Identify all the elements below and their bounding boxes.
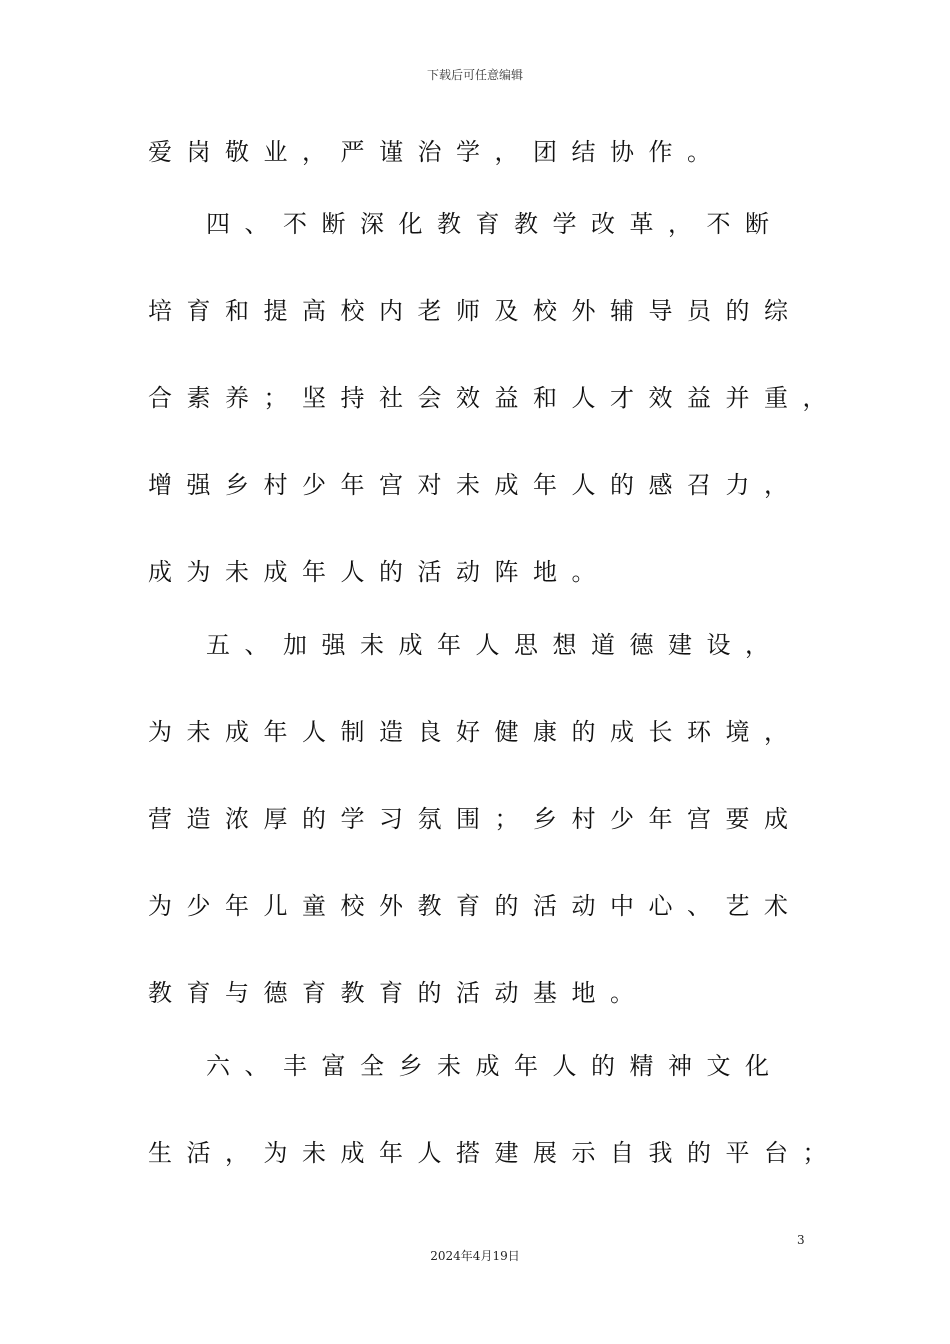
header-note: 下载后可任意编辑	[426, 68, 523, 82]
text-line: 四、不断深化教育教学改革，不断	[206, 210, 784, 238]
text-line: 为少年儿童校外教育的活动中心、艺术	[148, 892, 803, 920]
text-line: 增强乡村少年宫对未成年人的感召力，	[148, 471, 803, 499]
text-line: 五、加强未成年人思想道德建设，	[206, 631, 784, 659]
text-line: 成为未成年人的活动阵地。	[148, 558, 610, 586]
text-line: 营造浓厚的学习氛围；乡村少年宫要成	[148, 805, 803, 833]
page-number: 3	[797, 1233, 805, 1247]
text-line: 为未成年人制造良好健康的成长环境，	[148, 718, 803, 746]
footer-date: 2024年4月19日	[430, 1249, 520, 1263]
text-line: 六、丰富全乡未成年人的精神文化	[206, 1052, 784, 1080]
text-line: 培育和提高校内老师及校外辅导员的综	[148, 297, 803, 325]
text-line: 教育与德育教育的活动基地。	[148, 979, 649, 1007]
text-line: 生活，为未成年人搭建展示自我的平台；	[148, 1139, 841, 1167]
text-line: 合素养；坚持社会效益和人才效益并重，	[148, 384, 841, 412]
text-line: 爱岗敬业，严谨治学，团结协作。	[148, 138, 726, 166]
